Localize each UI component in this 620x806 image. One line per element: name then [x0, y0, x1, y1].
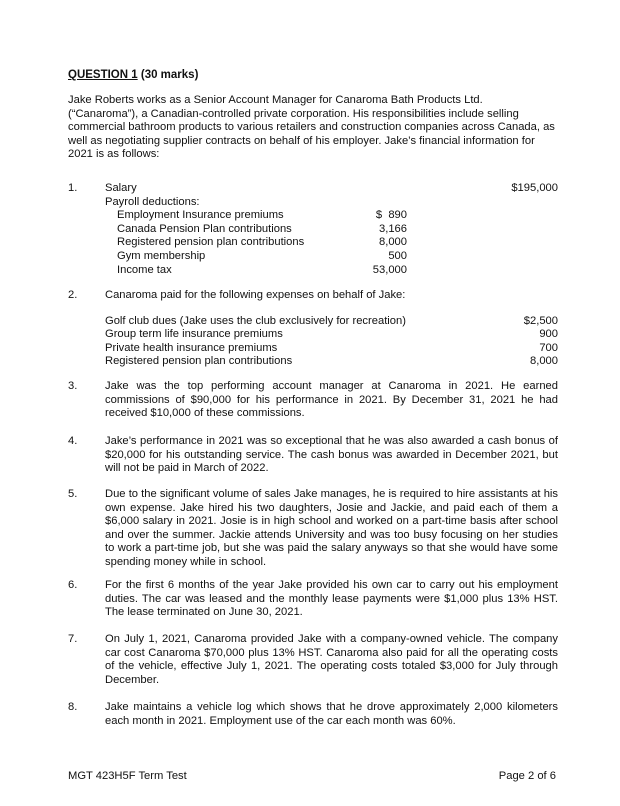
expense-amount: 8,000 [530, 355, 558, 368]
expense-label: Registered pension plan contributions [105, 355, 293, 368]
salary-amount: $195,000 [511, 182, 558, 194]
item-body [105, 289, 558, 369]
item-number: 2. [68, 289, 78, 301]
salary-label: Salary [105, 182, 137, 194]
deduction-amount: $ 890 [375, 209, 407, 222]
deduction-label: Gym membership [117, 249, 206, 262]
intro-paragraph: Jake Roberts works as a Senior Account Manager for Canaroma Bath Products Ltd. (“Canaroma”), a Canadian-controlled private corporation. His responsibilities include selling commercial bathroom products to various retailers and construction companies across Canada, as well as negotiating supplier contracts on behalf of his employer. Jake’s financial information for 2021 is as follows: [68, 94, 555, 161]
item-number: 4. [68, 435, 78, 447]
footer-page-number: Page 2 of 6 [498, 770, 556, 782]
expense-amount: 700 [539, 341, 558, 354]
expense-amount: $2,500 [523, 314, 558, 327]
item-number: 1. [68, 182, 78, 194]
item-text: Due to the significant volume of sales Jake manages, he is required to hire assistants at his own expense. Jake hired his two daughters, Josie and Jackie, and paid each of them a $6,000 salary in 2021. Josie is in high school and worked on a part-time basis after school and over the summer. Jackie attends University and was too busy focusing on her studies to work a part-time job, but she was paid the salary anyways so that she would have some spending money while in school. [105, 488, 558, 568]
expense-amount: 900 [539, 328, 558, 341]
deduction-label: Registered pension plan contributions [117, 236, 305, 249]
deduction-amount: 3,166 [379, 222, 407, 235]
deduction-label: Canada Pension Plan contributions [117, 222, 292, 235]
question-marks: (30 marks) [140, 69, 199, 81]
deduction-label: Income tax [117, 263, 172, 276]
deduction-amount: 53,000 [372, 263, 407, 276]
question-title: QUESTION 1 [68, 69, 138, 81]
item-number: 5. [68, 488, 78, 500]
deduction-amount: 8,000 [379, 236, 407, 249]
item-number: 7. [68, 633, 78, 645]
item-text: Jake was the top performing account manager at Canaroma in 2021. He earned commissions of $90,000 for his performance in 2021. By December 31, 2021 he had received $10,000 of these commissions. [105, 380, 558, 420]
footer-course: MGT 423H5F Term Test [68, 770, 187, 782]
item-text: Jake maintains a vehicle log which shows that he drove approximately 2,000 kilometers each month in 2021. Employment use of the car each month was 60%. [105, 701, 558, 727]
question-heading [68, 69, 198, 83]
deduction-amount: 500 [388, 249, 407, 262]
item-number: 3. [68, 380, 78, 392]
item-text: Canaroma paid for the following expenses on behalf of Jake: [105, 289, 406, 301]
item-text: Jake’s performance in 2021 was so exceptional that he was also awarded a cash bonus of $20,000 for his outstanding service. The cash bonus was awarded in December 2021, but will not be paid in March of 2022. [105, 435, 558, 475]
item-number: 6. [68, 579, 78, 591]
deductions-label: Payroll deductions: [105, 195, 200, 208]
item-number: 8. [68, 701, 78, 713]
item-text: For the first 6 months of the year Jake provided his own car to carry out his employment duties. The car was leased and the monthly lease payments were $1,000 plus 13% HST. The lease terminated on June 30, 2021. [105, 579, 558, 619]
item-text: On July 1, 2021, Canaroma provided Jake with a company-owned vehicle. The company car cost Canaroma $70,000 plus 13% HST. Canaroma also paid for all the operating costs of the vehicle, effective July 1, 2021. The operating costs totaled $3,000 for July through December. [105, 633, 558, 686]
item-body [105, 182, 558, 277]
expense-label: Group term life insurance premiums [105, 328, 283, 341]
expense-label: Private health insurance premiums [105, 341, 278, 354]
deduction-label: Employment Insurance premiums [117, 209, 284, 222]
expense-label: Golf club dues (Jake uses the club exclusively for recreation) [105, 314, 406, 327]
